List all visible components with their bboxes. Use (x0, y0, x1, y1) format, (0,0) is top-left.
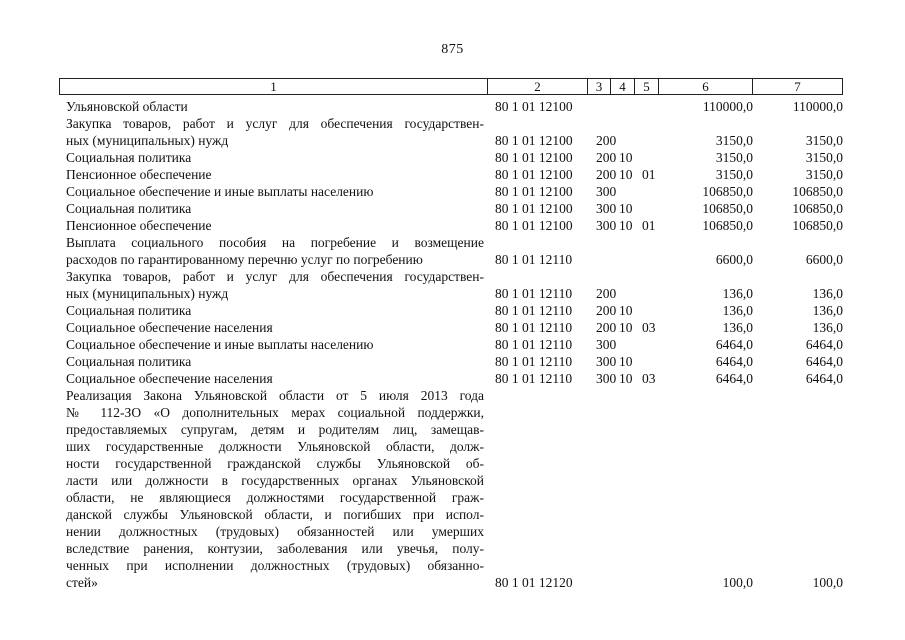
amount-col-6: 3150,0 (715, 167, 753, 182)
expense-type-code: 200 (596, 167, 617, 182)
expense-type-code: 200 (596, 320, 617, 335)
table-row-values (0, 132, 905, 149)
amount-col-7: 6464,0 (805, 371, 843, 386)
amount-col-7: 136,0 (812, 320, 843, 335)
row-name-line: Закупка товаров, работ и услуг для обеспечения государствен- (66, 116, 484, 131)
amount-col-6: 6600,0 (715, 252, 753, 267)
amount-col-6: 6464,0 (715, 371, 753, 386)
row-name-line: данской службы Ульяновской области, и погибших при испол- (66, 507, 484, 522)
target-article-code: 80 1 01 12110 (495, 354, 573, 369)
amount-col-7: 6464,0 (805, 354, 843, 369)
amount-col-6: 3150,0 (715, 133, 753, 148)
expense-type-code: 300 (596, 201, 617, 216)
expense-type-code: 300 (596, 371, 617, 386)
row-name-line: ченных при исполнении должностных (трудовых) обязанно- (66, 558, 484, 573)
header-col-4: 4 (610, 79, 634, 94)
row-name-multiline (66, 387, 484, 591)
row-name-line: нении должностных (трудовых) обязанностей или умерших (66, 524, 484, 539)
amount-col-7: 106850,0 (792, 218, 843, 233)
table-row-values (0, 217, 905, 234)
amount-col-7: 106850,0 (792, 201, 843, 216)
row-name-line: области, не являющиеся должностями государственной граж- (66, 490, 484, 505)
row-name-line: предоставляемых супругам, детям и родителям лиц, замещав- (66, 422, 484, 437)
row-name: Ульяновской области (66, 99, 188, 114)
row-name-line: ласти или должности в государственных органах Ульяновской (66, 473, 484, 488)
amount-col-7: 3150,0 (805, 167, 843, 182)
row-name: Социальное обеспечение и иные выплаты населению (66, 337, 374, 352)
table-row-values (0, 183, 905, 200)
table-row-values (0, 200, 905, 217)
section-code: 10 (619, 354, 633, 369)
row-name-line: ности государственной гражданской службы Ульяновской об- (66, 456, 484, 471)
amount-col-6: 136,0 (722, 286, 753, 301)
target-article-code: 80 1 01 12110 (495, 303, 573, 318)
table-row-values (0, 251, 905, 268)
header-col-6: 6 (658, 79, 752, 94)
table-row-values (0, 285, 905, 302)
section-code: 10 (619, 167, 633, 182)
table-row-values (0, 98, 905, 115)
row-name: Социальная политика (66, 201, 192, 216)
amount-col-6: 136,0 (722, 320, 753, 335)
table-row-values (0, 149, 905, 166)
expense-type-code: 300 (596, 337, 617, 352)
target-article-code: 80 1 01 12100 (495, 167, 573, 182)
target-article-code: 80 1 01 12110 (495, 286, 573, 301)
row-name-line: № 112-ЗО «О дополнительных мерах социальной поддержки, (66, 405, 484, 420)
target-article-code: 80 1 01 12100 (495, 201, 573, 216)
row-name-line: вследствие ранения, контузии, заболевания или увечья, полу- (66, 541, 484, 556)
header-col-1: 1 (270, 79, 277, 94)
table-row-values (0, 166, 905, 183)
target-article-code: 80 1 01 12110 (495, 252, 573, 267)
expense-type-code: 300 (596, 218, 617, 233)
expense-type-code: 200 (596, 133, 617, 148)
row-name-line: Выплата социального пособия на погребение и возмещение (66, 235, 484, 250)
amount-col-6: 106850,0 (702, 184, 753, 199)
target-article-code: 80 1 01 12100 (495, 218, 573, 233)
table-row-values (0, 319, 905, 336)
target-article-code: 80 1 01 12120 (495, 575, 573, 590)
table-row-values (0, 336, 905, 353)
amount-col-7: 110000,0 (792, 99, 843, 114)
section-code: 10 (619, 218, 633, 233)
row-name: Социальная политика (66, 150, 192, 165)
section-code: 10 (619, 371, 633, 386)
table-row-values (0, 302, 905, 319)
row-name-line: ших государственные должности Ульяновской области, долж- (66, 439, 484, 454)
page-number: 875 (441, 42, 464, 57)
row-name: Социальная политика (66, 354, 192, 369)
amount-col-6: 6464,0 (715, 354, 753, 369)
row-name: Социальная политика (66, 303, 192, 318)
target-article-code: 80 1 01 12100 (495, 184, 573, 199)
amount-col-6: 106850,0 (702, 218, 753, 233)
amount-col-6: 6464,0 (715, 337, 753, 352)
header-col-7: 7 (752, 79, 842, 94)
amount-col-7: 106850,0 (792, 184, 843, 199)
amount-col-7: 100,0 (812, 575, 843, 590)
subsection-code: 01 (642, 218, 656, 233)
section-code: 10 (619, 201, 633, 216)
table-row-values (0, 370, 905, 387)
row-name: Социальное обеспечение населения (66, 320, 273, 335)
target-article-code: 80 1 01 12100 (495, 99, 573, 114)
table-header-row (59, 78, 843, 95)
subsection-code: 01 (642, 167, 656, 182)
amount-col-7: 6464,0 (805, 337, 843, 352)
table-row-values (0, 353, 905, 370)
header-col-5: 5 (634, 79, 658, 94)
section-code: 10 (619, 320, 633, 335)
row-name: Социальное обеспечение и иные выплаты населению (66, 184, 374, 199)
row-name-line: стей» (66, 575, 98, 590)
expense-type-code: 300 (596, 354, 617, 369)
row-name: Пенсионное обеспечение (66, 167, 212, 182)
row-name: Пенсионное обеспечение (66, 218, 212, 233)
table-row-values (0, 574, 905, 591)
expense-type-code: 200 (596, 286, 617, 301)
expense-type-code: 300 (596, 184, 617, 199)
amount-col-7: 136,0 (812, 286, 843, 301)
header-col-3: 3 (587, 79, 610, 94)
amount-col-7: 3150,0 (805, 150, 843, 165)
amount-col-6: 106850,0 (702, 201, 753, 216)
row-name-line: расходов по гарантированному перечню услуг по погребению (66, 252, 423, 267)
row-name-line: ных (муниципальных) нужд (66, 133, 229, 148)
target-article-code: 80 1 01 12100 (495, 133, 573, 148)
amount-col-7: 3150,0 (805, 133, 843, 148)
subsection-code: 03 (642, 320, 656, 335)
subsection-code: 03 (642, 371, 656, 386)
amount-col-6: 110000,0 (702, 99, 753, 114)
row-name-line: Закупка товаров, работ и услуг для обеспечения государствен- (66, 269, 484, 284)
amount-col-7: 6600,0 (805, 252, 843, 267)
amount-col-6: 100,0 (722, 575, 753, 590)
row-name: Социальное обеспечение населения (66, 371, 273, 386)
target-article-code: 80 1 01 12110 (495, 337, 573, 352)
amount-col-6: 3150,0 (715, 150, 753, 165)
section-code: 10 (619, 303, 633, 318)
amount-col-7: 136,0 (812, 303, 843, 318)
amount-col-6: 136,0 (722, 303, 753, 318)
expense-type-code: 200 (596, 150, 617, 165)
section-code: 10 (619, 150, 633, 165)
expense-type-code: 200 (596, 303, 617, 318)
target-article-code: 80 1 01 12110 (495, 320, 573, 335)
target-article-code: 80 1 01 12110 (495, 371, 573, 386)
target-article-code: 80 1 01 12100 (495, 150, 573, 165)
row-name-line: Реализация Закона Ульяновской области от 5 июля 2013 года (66, 388, 484, 403)
row-name-line: ных (муниципальных) нужд (66, 286, 229, 301)
header-col-2: 2 (487, 79, 587, 94)
